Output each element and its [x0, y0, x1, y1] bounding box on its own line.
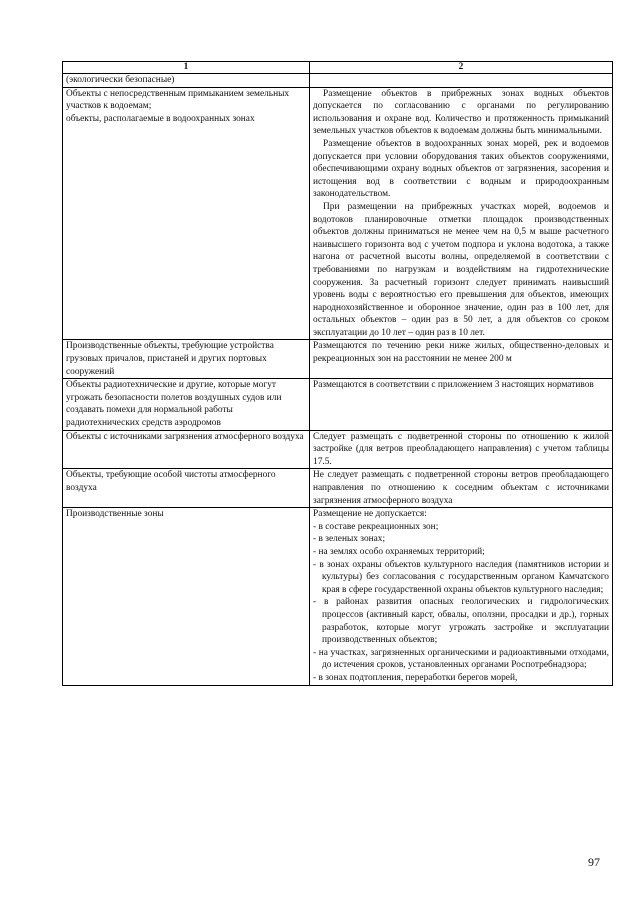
requirement-paragraph: Размещение объектов в прибрежных зонах водных объектов допускается по согласованию с органами по регулированию использования и охране вод. Количество и протяженность примыканий земельных участков объектов к водоемам должны быть минимальными. — [313, 88, 609, 137]
table-row — [63, 430, 613, 469]
column-header-2: 2 — [310, 62, 613, 74]
requirement-paragraph: Размещаются в соответствии с приложением 3 настоящих нормативов — [313, 380, 594, 391]
object-type-cell: Производственные объекты, требующие устройства грузовых причалов, пристаней и других портовых сооружений — [63, 340, 310, 379]
requirement-intro: Размещение не допускается: — [313, 509, 427, 520]
table-row — [63, 340, 613, 379]
table-row — [63, 87, 613, 340]
list-item: - на участках, загрязненных органическими и радиоактивными отходами, до истечения сроков, установленных органами Роспотребнадзора; — [313, 647, 609, 672]
object-type-cell: Объекты с источниками загрязнения атмосферного воздуха — [63, 430, 310, 469]
list-item: - в зеленых зонах; — [313, 533, 609, 546]
prohibition-list — [313, 521, 609, 685]
requirement-cell — [310, 508, 613, 685]
object-type-cell: Объекты, требующие особой чистоты атмосферного воздуха — [63, 469, 310, 508]
requirement-paragraph: Не следует размещать с подветренной стороны ветров преобладающего направления по отношению к соседним объектам с источниками загрязнения атмосферного воздуха — [313, 470, 609, 506]
requirement-paragraph: Следует размещать с подветренной стороны по отношению к жилой застройке (для ветров преобладающего направления) с учетом таблицы 17.5. — [313, 431, 609, 467]
regulation-table — [62, 61, 613, 686]
object-type-cell: Объекты радиотехнические и другие, которые могут угрожать безопасности полетов воздушных судов или создавать помехи для нормальной работы радиотехнических средств аэродромов — [63, 379, 310, 430]
table-row — [63, 469, 613, 508]
column-header-1: 1 — [63, 62, 310, 74]
list-item: - в составе рекреационных зон; — [313, 521, 609, 534]
requirement-cell — [310, 379, 613, 430]
list-item: - в зонах подтопления, переработки берегов морей, — [313, 672, 609, 685]
object-type-cell: Объекты с непосредственным примыканием земельных участков к водоемам; объекты, располагаемые в водоохранных зонах — [63, 87, 310, 340]
empty-cell — [310, 74, 613, 88]
table-row — [63, 74, 613, 88]
requirement-cell — [310, 87, 613, 340]
requirement-cell — [310, 340, 613, 379]
page-number: 97 — [588, 855, 600, 869]
requirement-paragraph: При размещении на прибрежных участках морей, водоемов и водотоков планировочные отметки площадок производственных объектов должны приниматься не менее чем на 0,5 м выше расчетного наивысшего горизонта вод с учетом подпора и уклона водотока, а также нагона от расчетной высоты волны, определяемой в соответствии с требованиями по нагрузкам и воздействиям на гидротехнические сооружения. За расчетный горизонт следует принимать наивысший уровень воды с вероятностью его превышения для объектов, имеющих народнохозяйственное и оборонное значение, один раз в 100 лет, для остальных объектов – один раз в 50 лет, а для объектов со сроком эксплуатации до 10 лет – один раз в 10 лет. — [313, 201, 609, 338]
requirement-cell — [310, 469, 613, 508]
list-item: - в зонах охраны объектов культурного наследия (памятников истории и культуры) без согласования с государственным органом Камчатского края в сфере государственной охраны объектов культурного наследия; — [313, 559, 609, 597]
list-item: - на землях особо охраняемых территорий; — [313, 546, 609, 559]
table-row — [63, 379, 613, 430]
table-row — [63, 508, 613, 685]
list-item: - в районах развития опасных геологических и гидрологических процессов (активный карст, обвалы, оползни, просадки и др.), горных разработок, которые могут угрожать застройке и эксплуатации производственных объектов; — [313, 596, 609, 646]
requirement-paragraph: Размещение объектов в водоохранных зонах морей, рек и водоемов допускается при условии оборудования таких объектов сооружениями, обеспечивающими охрану водных объектов от загрязнения, засорения и истощения вод в соответствии с водным и природоохранным законодательством. — [313, 138, 609, 200]
requirement-paragraph: Размещаются по течению реки ниже жилых, общественно-деловых и рекреационных зон на расстоянии не менее 200 м — [313, 341, 609, 365]
requirement-cell — [310, 430, 613, 469]
object-type-cell: Производственные зоны — [63, 508, 310, 685]
continued-category-label: (экологически безопасные) — [63, 74, 310, 88]
table-header-row — [63, 62, 613, 74]
